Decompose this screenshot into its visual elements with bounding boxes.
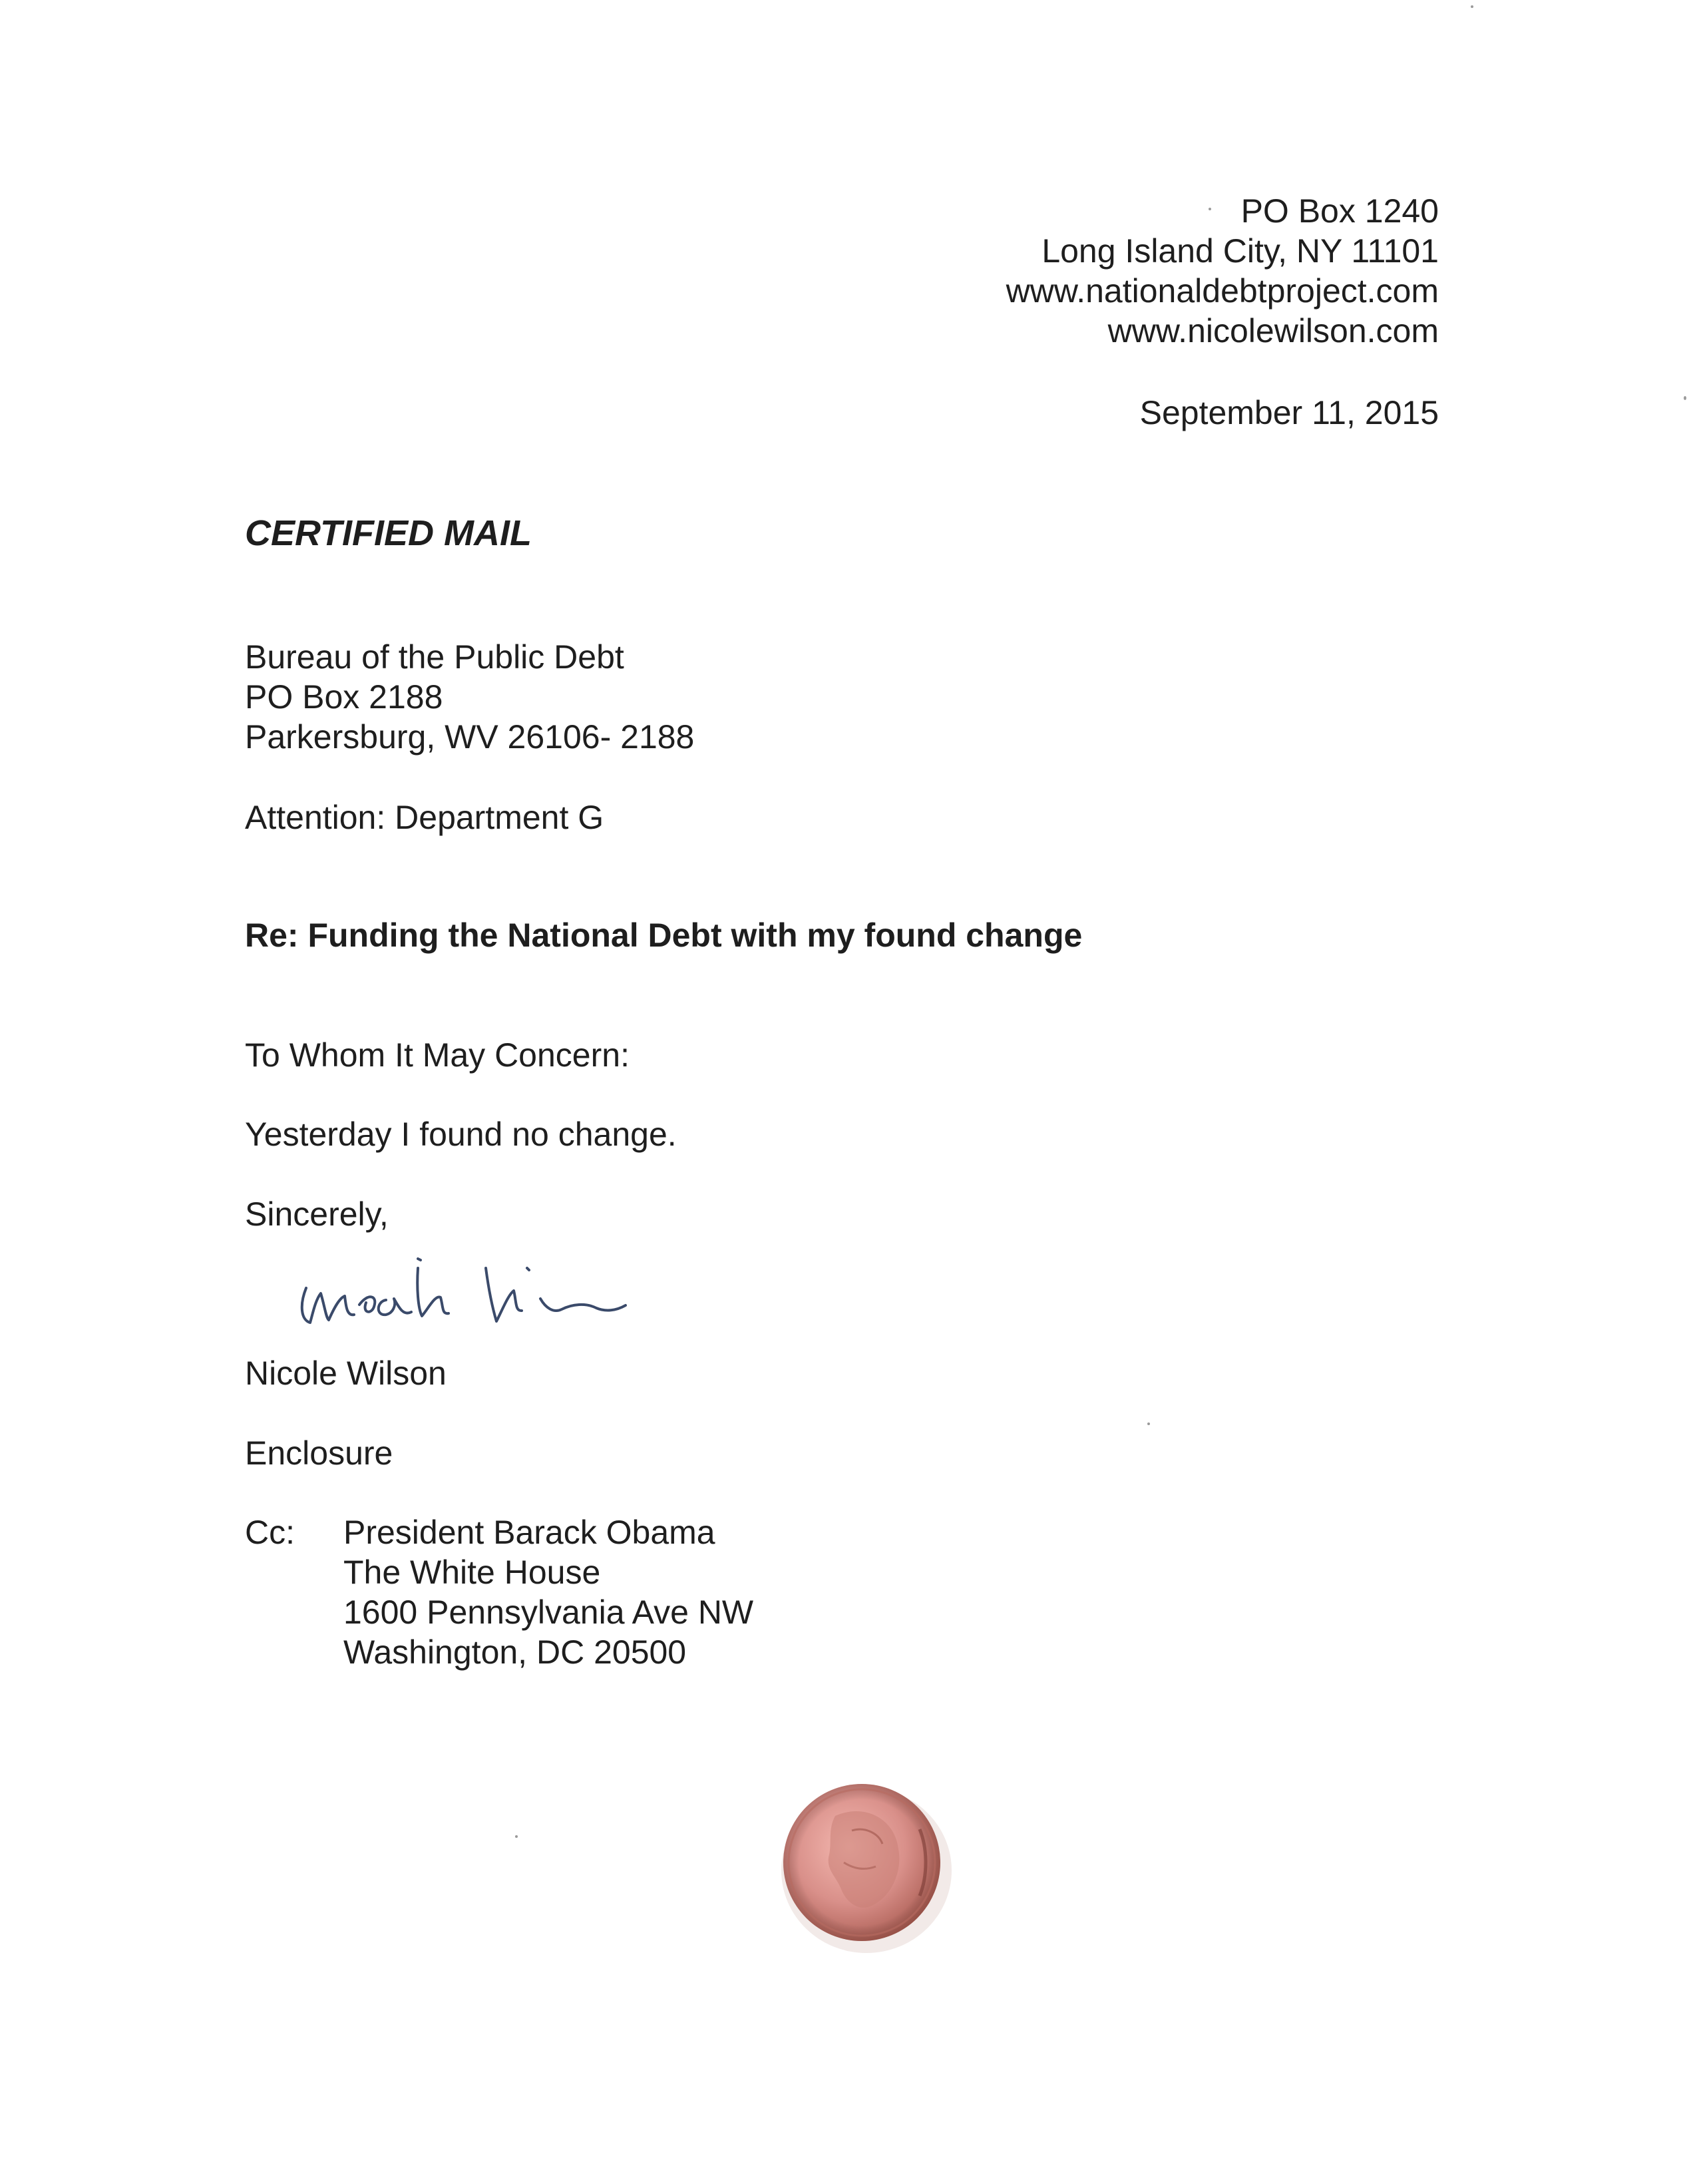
website-url: www.nicolewilson.com xyxy=(1107,312,1439,349)
return-address-line: Long Island City, NY 11101 xyxy=(1041,232,1439,270)
recipient-line: Parkersburg, WV 26106- 2188 xyxy=(245,718,695,756)
cc-address xyxy=(343,1512,753,1672)
enclosure-note: Enclosure xyxy=(245,1434,393,1472)
signer-name: Nicole Wilson xyxy=(245,1355,447,1392)
website-url: www.nationaldebtproject.com xyxy=(1006,272,1439,310)
scan-speck xyxy=(1471,5,1473,8)
penny-coin-image xyxy=(772,1769,958,1959)
delivery-method: CERTIFIED MAIL xyxy=(245,513,532,553)
subject-line: Re: Funding the National Debt with my found change xyxy=(245,917,1083,954)
handwritten-signature xyxy=(293,1241,692,1345)
attention-line: Attention: Department G xyxy=(245,799,604,836)
penny-icon xyxy=(772,1769,958,1956)
cc-line: President Barack Obama xyxy=(343,1514,715,1551)
closing: Sincerely, xyxy=(245,1196,389,1233)
return-address xyxy=(1006,191,1439,351)
recipient-line: PO Box 2188 xyxy=(245,678,443,716)
scan-speck xyxy=(1684,396,1686,400)
letter-body: Yesterday I found no change. xyxy=(245,1116,677,1153)
letter-date: September 11, 2015 xyxy=(1139,394,1439,431)
scan-speck xyxy=(515,1835,518,1838)
scan-speck xyxy=(1147,1422,1150,1425)
recipient-line: Bureau of the Public Debt xyxy=(245,638,624,676)
cc-line: 1600 Pennsylvania Ave NW xyxy=(343,1594,754,1631)
cc-line: The White House xyxy=(343,1554,601,1591)
scan-speck xyxy=(1209,208,1211,210)
return-address-line: PO Box 1240 xyxy=(1240,192,1439,230)
salutation: To Whom It May Concern: xyxy=(245,1036,630,1074)
recipient-address xyxy=(245,637,694,757)
cc-label: Cc: xyxy=(245,1514,295,1551)
signature-graphic xyxy=(293,1241,692,1341)
cc-line: Washington, DC 20500 xyxy=(343,1634,687,1671)
